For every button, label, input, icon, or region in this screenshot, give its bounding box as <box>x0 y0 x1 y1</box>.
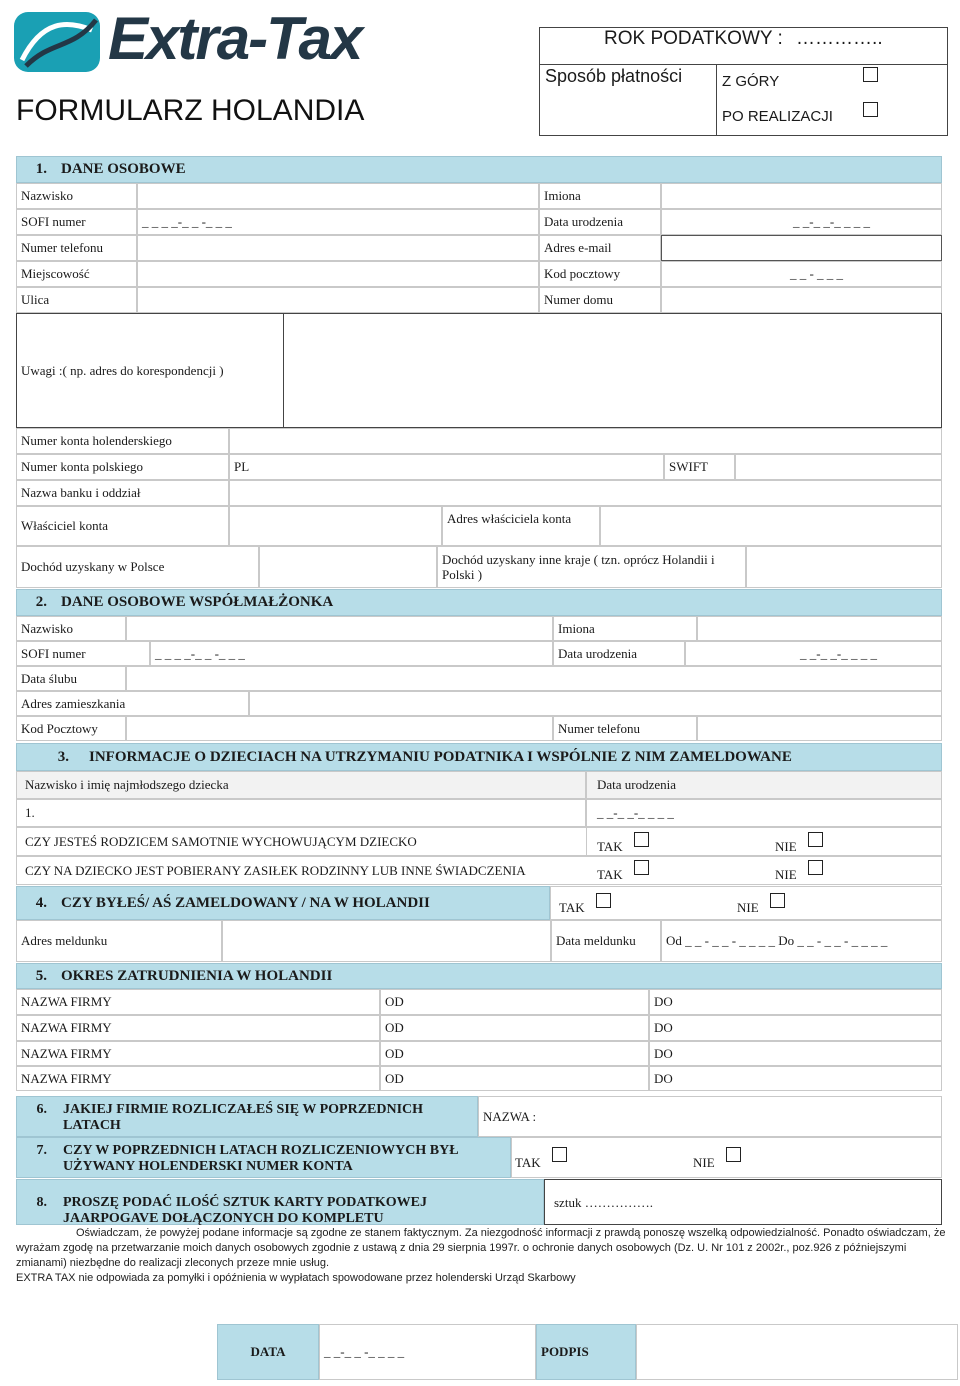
tax-year-value[interactable]: ………….. <box>796 28 883 49</box>
employment-from-input[interactable]: OD <box>380 1066 649 1091</box>
section-title <box>63 1195 427 1227</box>
tax-year-text: ROK PODATKOWY : <box>604 28 783 49</box>
section-6-header <box>16 1096 478 1137</box>
remarks-input[interactable] <box>283 313 942 428</box>
birth-label: Data urodzenia <box>539 209 661 235</box>
street-label: Ulica <box>16 287 137 313</box>
email-input[interactable] <box>661 235 942 261</box>
single-parent-yes-checkbox[interactable] <box>634 832 649 847</box>
payment-divider <box>716 64 717 136</box>
section-title-line-1: PROSZĘ PODAĆ ILOŚĆ SZTUK KARTY PODATKOWEJ <box>63 1195 427 1210</box>
income-pl-label: Dochód uzyskany w Polsce <box>16 546 259 588</box>
swift-input[interactable] <box>735 454 942 480</box>
birth-input[interactable]: _ _-_ _-_ _ _ _ <box>661 209 942 235</box>
spouse-names-input[interactable] <box>697 616 942 641</box>
section-3-header <box>16 743 942 771</box>
remarks-label: Uwagi :( np. adres do korespondencji ) <box>16 313 284 428</box>
names-label: Imiona <box>539 183 661 209</box>
section-title: INFORMACJE O DZIECIACH NA UTRZYMANIU PODATNIKA I WSPÓLNIE Z NIM ZAMELDOWANE <box>89 748 792 765</box>
section-number: 4. <box>35 894 47 911</box>
spouse-birth-label: Data urodzenia <box>553 641 685 666</box>
previous-company-input[interactable]: NAZWA : <box>478 1096 942 1137</box>
registered-no-checkbox[interactable] <box>770 893 785 908</box>
tax-year-label <box>604 28 883 50</box>
wedding-label: Data ślubu <box>16 666 126 691</box>
single-parent-no-label: NIE <box>775 839 797 854</box>
street-input[interactable] <box>137 287 539 313</box>
spouse-names-label: Imiona <box>553 616 697 641</box>
nl-account-input[interactable] <box>229 428 942 454</box>
spouse-phone-label: Numer telefonu <box>553 716 697 741</box>
section-4-header <box>16 886 550 920</box>
registered-no-label: NIE <box>737 900 759 915</box>
section-title-line-1: CZY W POPRZEDNICH LATACH ROZLICZENIOWYCH BYŁ <box>63 1143 459 1158</box>
benefit-row <box>16 856 942 885</box>
spouse-sofi-input[interactable]: _ _ _ _-_ _ -_ _ _ <box>150 641 553 666</box>
swift-label: SWIFT <box>664 454 735 480</box>
employment-from-input[interactable]: OD <box>380 1041 649 1066</box>
income-other-input[interactable] <box>746 546 942 588</box>
section-7-header <box>16 1137 511 1178</box>
section-title-line-2: LATACH <box>63 1118 121 1133</box>
payment-label: Sposób płatności <box>545 66 683 86</box>
logo-mark-icon <box>12 10 104 76</box>
section-title: OKRES ZATRUDNIENIA W HOLANDII <box>61 967 333 984</box>
form-title: FORMULARZ HOLANDIA <box>16 94 365 127</box>
surname-input[interactable] <box>137 183 539 209</box>
disclaimer: EXTRA TAX nie odpowiada za pomyłki i opóźnienia w wypłatach spowodowane przez holenderski Urząd Skarbowy <box>16 1272 576 1284</box>
employment-to-input[interactable]: DO <box>649 1015 942 1041</box>
postcode-label: Kod pocztowy <box>539 261 661 287</box>
section-number: 2. <box>35 594 47 610</box>
employment-to-input[interactable]: DO <box>649 1041 942 1066</box>
city-input[interactable] <box>137 261 539 287</box>
signature-label: PODPIS <box>536 1324 636 1380</box>
spouse-address-input[interactable] <box>249 691 942 716</box>
section-title <box>63 1102 423 1134</box>
owner-label: Właściciel konta <box>16 506 229 546</box>
bank-label: Nazwa banku i oddział <box>16 480 229 506</box>
registration-date-label: Data meldunku <box>551 920 661 962</box>
income-other-label <box>437 546 746 588</box>
tax-year-divider <box>539 64 948 65</box>
owner-address-label: Adres właściciela konta <box>442 506 600 546</box>
spouse-surname-label: Nazwisko <box>16 616 126 641</box>
section-title-line-2: JAARPOGAVE DOŁĄCZONYCH DO KOMPLETU <box>63 1211 384 1226</box>
pl-account-label: Numer konta polskiego <box>16 454 229 480</box>
nl-account-label: Numer konta holenderskiego <box>16 428 229 454</box>
nl-account-used-yes-checkbox[interactable] <box>552 1147 567 1162</box>
logo <box>12 5 442 80</box>
section-number: 3. <box>57 748 69 765</box>
benefit-no-checkbox[interactable] <box>808 860 823 875</box>
income-pl-input[interactable] <box>259 546 437 588</box>
signature-input[interactable] <box>636 1324 958 1380</box>
registration-address-label: Adres meldunku <box>16 920 222 962</box>
house-label: Numer domu <box>539 287 661 313</box>
section-2-header <box>16 589 942 616</box>
company-name-input[interactable]: NAZWA FIRMY <box>16 1066 380 1091</box>
payment-upfront-checkbox[interactable] <box>863 67 878 82</box>
postcode-input[interactable]: _ _ - _ _ _ <box>661 261 942 287</box>
nl-account-used-no-checkbox[interactable] <box>726 1147 741 1162</box>
company-name-input[interactable]: NAZWA FIRMY <box>16 1015 380 1041</box>
registration-address-input[interactable] <box>222 920 551 962</box>
jaaropgave-qty-input[interactable]: sztuk ……………. <box>544 1179 942 1225</box>
spouse-phone-input[interactable] <box>697 716 942 741</box>
section-title-line-1: JAKIEJ FIRMIE ROZLICZAŁEŚ SIĘ W POPRZEDNICH <box>63 1102 424 1117</box>
wedding-input[interactable] <box>126 666 942 691</box>
sofi-input[interactable]: _ _ _ _-_ _ -_ _ _ <box>137 209 539 235</box>
child-birth-input[interactable]: _ _-_ _-_ _ _ _ <box>586 799 942 827</box>
single-parent-row <box>16 827 942 856</box>
declaration <box>16 1226 946 1286</box>
payment-option-upfront: Z GÓRY <box>722 73 780 90</box>
email-label: Adres e-mail <box>539 235 661 261</box>
company-name-input[interactable]: NAZWA FIRMY <box>16 1041 380 1066</box>
spouse-sofi-label: SOFI numer <box>16 641 150 666</box>
declaration-line-3: zmianami) niezbędne do realizacji zleconych przeze mnie usług. <box>16 1257 330 1269</box>
registered-yes-label: TAK <box>559 900 585 915</box>
section-title-line-2: UŻYWANY HOLENDERSKI NUMER KONTA <box>63 1159 353 1174</box>
company-name-input[interactable]: NAZWA FIRMY <box>16 989 380 1015</box>
house-input[interactable] <box>661 287 942 313</box>
income-other-line-1: Dochód uzyskany inne kraje ( tzn. oprócz Holandii i <box>442 552 715 567</box>
nl-account-used-no-label: NIE <box>693 1155 715 1170</box>
registered-yes-checkbox[interactable] <box>596 893 611 908</box>
benefit-question: CZY NA DZIECKO JEST POBIERANY ZASIŁEK RODZINNY LUB INNE ŚWIADCZENIA <box>25 862 526 878</box>
registration-date-input[interactable]: Od _ _ - _ _ - _ _ _ _ Do _ _ - _ _ - _ _ _ _ <box>661 920 942 962</box>
section-number: 7. <box>36 1143 47 1158</box>
section-title: CZY BYŁEŚ/ AŚ ZAMELDOWANY / NA W HOLANDII <box>61 894 430 911</box>
single-parent-yes-label: TAK <box>597 839 623 854</box>
employment-to-input[interactable]: DO <box>649 989 942 1015</box>
sofi-label: SOFI numer <box>16 209 137 235</box>
benefit-yes-checkbox[interactable] <box>634 860 649 875</box>
section-number: 8. <box>36 1195 47 1210</box>
single-parent-no-checkbox[interactable] <box>808 832 823 847</box>
declaration-line-2: wyrażam zgodę na przetwarzanie moich danych osobowych zgodnie z ustawą z dnia 29 sierpnia 1997r. o ochronie danych osobowych (Dz. U. Nr 101 z 2002r., poz.926 z późniejszymi <box>16 1242 907 1254</box>
spouse-postcode-input[interactable] <box>126 716 553 741</box>
owner-address-input[interactable] <box>600 506 942 546</box>
names-input[interactable] <box>661 183 942 209</box>
spouse-address-label: Adres zamieszkania <box>16 691 249 716</box>
phone-label: Numer telefonu <box>16 235 137 261</box>
owner-input[interactable] <box>229 506 442 546</box>
employment-from-input[interactable]: OD <box>380 989 649 1015</box>
payment-option-after: PO REALIZACJI <box>722 108 833 125</box>
section-5-header <box>16 963 942 989</box>
spouse-postcode-label: Kod Pocztowy <box>16 716 126 741</box>
section-number: 1. <box>35 161 47 177</box>
benefit-no-label: NIE <box>775 867 797 882</box>
section-title <box>63 1143 459 1175</box>
employment-from-input[interactable]: OD <box>380 1015 649 1041</box>
declaration-line-1: Oświadczam, że powyżej podane informacje są zgodne ze stanem faktycznym. Za niezgodność informacji z prawdą ponoszę wszelką odpowiedzialność. Ponadto oświadczam, że <box>76 1227 946 1239</box>
date-label: DATA <box>217 1324 319 1380</box>
phone-input[interactable] <box>137 235 539 261</box>
surname-label: Nazwisko <box>16 183 137 209</box>
child-birth-label: Data urodzenia <box>586 771 942 799</box>
section-number: 5. <box>35 967 47 984</box>
nl-account-used-yes-label: TAK <box>515 1155 541 1170</box>
logo-text: Extra-Tax <box>108 5 362 72</box>
section-number: 6. <box>36 1102 47 1117</box>
pl-account-input[interactable]: PL <box>229 454 664 480</box>
section-1-header <box>16 156 942 183</box>
benefit-yes-label: TAK <box>597 867 623 882</box>
single-parent-question: CZY JESTEŚ RODZICEM SAMOTNIE WYCHOWUJĄCYM DZIECKO <box>25 833 417 849</box>
income-other-line-2: Polski ) <box>442 567 483 582</box>
employment-to-input[interactable]: DO <box>649 1066 942 1091</box>
payment-after-checkbox[interactable] <box>863 102 878 117</box>
section-8-header <box>16 1179 544 1225</box>
child-name-input[interactable]: 1. <box>16 799 586 827</box>
section-title: DANE OSOBOWE <box>61 161 186 177</box>
date-input[interactable]: _ _-_ _ -_ _ _ _ <box>319 1324 536 1380</box>
city-label: Miejscowość <box>16 261 137 287</box>
spouse-surname-input[interactable] <box>126 616 553 641</box>
child-name-label: Nazwisko i imię najmłodszego dziecka <box>16 771 586 799</box>
bank-input[interactable] <box>229 480 942 506</box>
spouse-birth-input[interactable]: _ _-_ _-_ _ _ _ <box>685 641 942 666</box>
section-title: DANE OSOBOWE WSPÓŁMAŁŻONKA <box>61 594 334 610</box>
